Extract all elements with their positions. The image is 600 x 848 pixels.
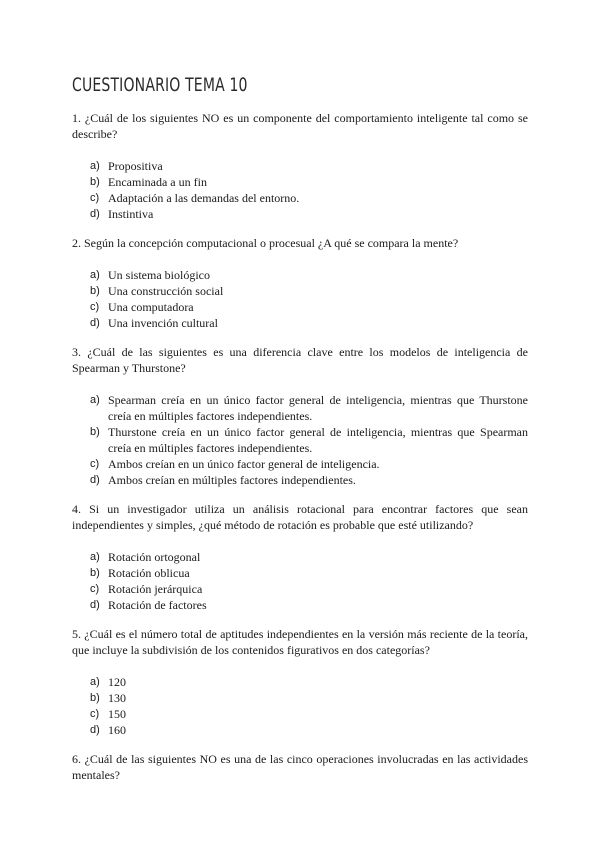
question-4-options [72, 549, 528, 613]
option-text: Rotación jerárquica [108, 582, 203, 596]
option-item [72, 392, 528, 424]
option-letter: d) [90, 599, 100, 611]
question-2-options [72, 267, 528, 331]
option-item [72, 690, 528, 706]
option-text: Thurstone creía en un único factor general de inteligencia, mientras que Spearman creía en múltiples factores independientes. [108, 425, 528, 455]
document-title: CUESTIONARIO TEMA 10 [72, 74, 248, 96]
option-letter: c) [90, 192, 100, 204]
option-text: 120 [108, 675, 126, 689]
option-text: Encaminada a un fin [108, 175, 207, 189]
option-letter: b) [90, 567, 100, 579]
option-letter: d) [90, 474, 100, 486]
option-item [72, 299, 528, 315]
option-item [72, 206, 528, 222]
option-letter: c) [90, 301, 100, 313]
option-letter: c) [90, 583, 100, 595]
option-item [72, 549, 528, 565]
option-text: Adaptación a las demandas del entorno. [108, 191, 300, 205]
option-letter: a) [90, 394, 100, 406]
option-item [72, 722, 528, 738]
option-text: Ambos creían en múltiples factores independientes. [108, 473, 356, 487]
option-letter: b) [90, 692, 100, 704]
option-letter: a) [90, 160, 100, 172]
option-text: 150 [108, 707, 126, 721]
option-item [72, 581, 528, 597]
question-1: 1. ¿Cuál de los siguientes NO es un componente del comportamiento inteligente tal como se describe? [72, 111, 528, 141]
option-item [72, 706, 528, 722]
option-letter: a) [90, 269, 100, 281]
question-2: 2. Según la concepción computacional o procesual ¿A qué se compara la mente? [72, 236, 459, 250]
option-text: 130 [108, 691, 126, 705]
option-text: Un sistema biológico [108, 268, 210, 282]
option-item [72, 315, 528, 331]
option-letter: b) [90, 285, 100, 297]
option-text: Propositiva [108, 159, 163, 173]
option-letter: b) [90, 426, 100, 438]
option-text: Una invención cultural [108, 316, 218, 330]
option-letter: d) [90, 208, 100, 220]
question-5-options [72, 674, 528, 738]
option-text: Una construcción social [108, 284, 224, 298]
option-item [72, 174, 528, 190]
option-text: Ambos creían en un único factor general de inteligencia. [108, 457, 380, 471]
option-item [72, 158, 528, 174]
option-item [72, 267, 528, 283]
option-text: Rotación de factores [108, 598, 207, 612]
option-item [72, 424, 528, 456]
option-text: Instintiva [108, 207, 154, 221]
option-letter: d) [90, 317, 100, 329]
question-4: 4. Si un investigador utiliza un análisis rotacional para encontrar factores que sean independientes y simples, ¿qué método de rotación es probable que esté utilizando? [72, 502, 528, 532]
question-3-options [72, 392, 528, 488]
option-item [72, 190, 528, 206]
option-letter: a) [90, 551, 100, 563]
option-letter: c) [90, 458, 100, 470]
question-6: 6. ¿Cuál de las siguientes NO es una de las cinco operaciones involucradas en las actividades mentales? [72, 752, 528, 782]
option-item [72, 283, 528, 299]
option-item [72, 597, 528, 613]
option-text: Rotación oblicua [108, 566, 190, 580]
option-letter: c) [90, 708, 100, 720]
option-letter: b) [90, 176, 100, 188]
option-text: Una computadora [108, 300, 194, 314]
question-1-options [72, 158, 528, 222]
option-text: 160 [108, 723, 126, 737]
option-item [72, 472, 528, 488]
option-item [72, 565, 528, 581]
option-letter: d) [90, 724, 100, 736]
document-page [72, 74, 528, 783]
question-5: 5. ¿Cuál es el número total de aptitudes independientes en la versión más reciente de la teoría, que incluye la subdivisión de los contenidos figurativos en dos categorías? [72, 627, 528, 657]
question-3: 3. ¿Cuál de las siguientes es una diferencia clave entre los modelos de inteligencia de Spearman y Thurstone? [72, 345, 528, 375]
option-item [72, 456, 528, 472]
option-item [72, 674, 528, 690]
option-text: Spearman creía en un único factor general de inteligencia, mientras que Thurstone creía en múltiples factores independientes. [108, 393, 528, 423]
option-text: Rotación ortogonal [108, 550, 201, 564]
option-letter: a) [90, 676, 100, 688]
